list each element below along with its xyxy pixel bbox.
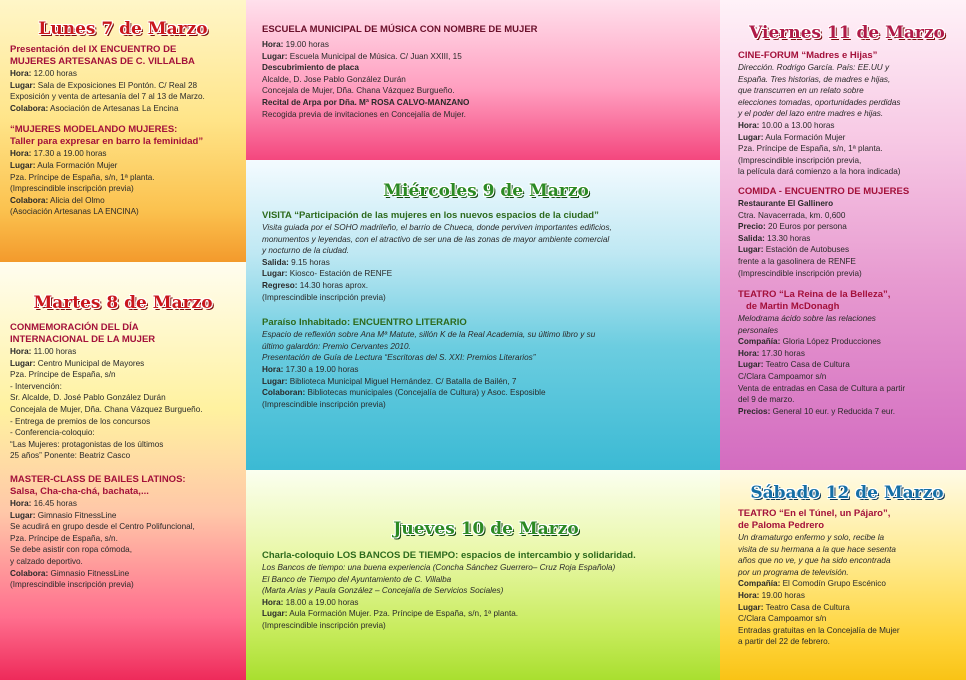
event-description <box>262 329 710 364</box>
detail-value: “Las Mujeres: protagonistas de los últimos <box>10 439 164 449</box>
detail-line <box>10 510 236 522</box>
event-title: MUJERES ARTESANAS DE C. VILLALBA <box>10 56 195 67</box>
detail-label: Lugar: <box>10 510 36 520</box>
description-line: (Marta Arias y Paula González – Concejalía de Servicios Sociales) <box>262 586 504 596</box>
detail-line <box>10 358 236 370</box>
event-title: CONMEMORACIÓN DEL DÍA <box>10 322 139 333</box>
detail-line <box>10 416 236 428</box>
detail-line <box>738 578 956 590</box>
detail-value: Ctra. Navacerrada, km. 0,600 <box>738 210 846 220</box>
event-title: “MUJERES MODELANDO MUJERES: <box>10 124 178 136</box>
detail-value: - Conferencia-coloquio: <box>10 428 95 438</box>
detail-line <box>738 602 956 614</box>
panel-sabado <box>720 470 966 680</box>
detail-line <box>738 221 956 233</box>
detail-value: (Imprescindible inscripción previa) <box>10 580 134 590</box>
event-title: de Martin McDonagh <box>746 301 840 313</box>
detail-value: Concejala de Mujer, Dña. Chana Vázquez Burgueño. <box>262 86 455 96</box>
detail-value: la película dará comienzo a la hora indicada) <box>738 167 901 177</box>
detail-line <box>262 292 710 304</box>
detail-line <box>738 394 956 406</box>
detail-line <box>262 280 710 292</box>
detail-label: Hora: <box>738 120 760 130</box>
detail-line <box>10 369 236 381</box>
detail-value: (Imprescindible inscripción previa) <box>738 268 862 278</box>
detail-line <box>262 387 710 399</box>
detail-value: - Intervención: <box>10 381 62 391</box>
event-details <box>262 597 710 632</box>
detail-label: Colabora: <box>10 195 49 205</box>
detail-label: Lugar: <box>738 602 764 612</box>
detail-line <box>10 521 236 533</box>
detail-line <box>738 143 956 155</box>
event-title: Presentación del IX ENCUENTRO DE <box>10 44 177 55</box>
detail-line <box>10 533 236 545</box>
detail-value: 9.15 horas <box>288 257 330 267</box>
detail-value: (Imprescindible inscripción previa) <box>10 184 134 194</box>
detail-value: (Imprescindible inscripción previa) <box>262 620 386 630</box>
detail-line <box>738 625 956 637</box>
event-description <box>738 532 956 578</box>
detail-line <box>262 597 710 609</box>
description-line: último galardón: Premio Cervantes 2010. <box>262 341 411 351</box>
description-line: Melodrama ácido sobre las relaciones <box>738 314 876 324</box>
detail-value: Bibliotecas municipales (Concejalía de Cultura) y Asoc. Esposible <box>305 388 546 398</box>
detail-value: Venta de entradas en Casa de Cultura a partir <box>738 383 906 393</box>
detail-line <box>10 346 236 358</box>
description-line: por un programa de televisión. <box>738 567 849 577</box>
event-details <box>10 68 236 114</box>
detail-label: Hora: <box>738 348 760 358</box>
detail-value: 19.00 horas <box>759 590 805 600</box>
event-details <box>262 364 710 410</box>
description-line: elecciones tomadas, oportunidades perdidas <box>738 97 901 107</box>
description-line: España. Tres historias, de madres e hijas, <box>738 74 891 84</box>
description-line: Los Bancos de tiempo: una buena experiencia (Concha Sánchez Guerrero– Cruz Roja Española) <box>262 563 616 572</box>
description-line: El Banco de Tiempo del Ayuntamiento de C. Villalba <box>262 574 452 584</box>
detail-value: El Comodín Grupo Escénico <box>780 579 886 589</box>
detail-value: a partir del 22 de febrero. <box>738 637 830 647</box>
detail-label: Compañía: <box>738 337 781 347</box>
detail-label: Hora: <box>262 597 284 607</box>
detail-value: Alicia del Olmo <box>48 195 105 205</box>
event-title: Paraíso Inhabitado: ENCUENTRO LITERARIO <box>262 317 467 329</box>
detail-line <box>738 336 956 348</box>
detail-value: Escuela Municipal de Música. C/ Juan XXIII, 15 <box>287 51 462 61</box>
event-details <box>10 346 236 462</box>
day-heading-miercoles: Miércoles 9 de Marzo <box>383 181 589 201</box>
detail-line <box>262 62 710 74</box>
detail-value: Sala de Exposiciones El Pontón. C/ Real 28 <box>35 80 198 90</box>
detail-line <box>10 498 236 510</box>
event-details <box>738 120 956 178</box>
detail-label: Lugar: <box>262 376 288 386</box>
detail-value: 14.30 horas aprox. <box>297 280 369 290</box>
detail-label: Hora: <box>738 590 760 600</box>
detail-label: Lugar: <box>262 51 288 61</box>
event-details <box>738 336 956 417</box>
detail-line <box>262 85 710 97</box>
detail-value: Estación de Autobuses <box>763 245 850 255</box>
detail-value: 20 Euros por persona <box>765 222 847 232</box>
detail-value: Recogida previa de invitaciones en Concejalía de Mujer. <box>262 109 466 119</box>
detail-value: 17.30 a 19.00 horas <box>31 149 107 159</box>
day-heading-lunes: Lunes 7 de Marzo <box>38 19 208 39</box>
detail-line <box>262 364 710 376</box>
detail-label: Salida: <box>738 233 765 243</box>
detail-line <box>738 359 956 371</box>
detail-label: Descubrimiento de placa <box>262 63 359 73</box>
description-line: y el poder del lazo entre madres e hijas. <box>738 109 884 119</box>
detail-line <box>10 556 236 568</box>
detail-value: Aula Formación Mujer <box>763 132 846 142</box>
detail-line <box>10 450 236 462</box>
detail-label: Salida: <box>262 257 289 267</box>
detail-value: Pza. Príncipe de España, s/n <box>10 370 116 380</box>
event-title: de Paloma Pedrero <box>738 520 825 531</box>
detail-value: y calzado deportivo. <box>10 556 83 566</box>
detail-value: Concejala de Mujer, Dña. Chana Vázquez Burgueño. <box>10 404 203 414</box>
event-title: MASTER-CLASS DE BAILES LATINOS: <box>10 473 186 485</box>
detail-value: General 10 eur. y Reducida 7 eur. <box>770 406 896 416</box>
detail-line <box>738 166 956 178</box>
description-line: Dirección. Rodrigo García. País: EE.UU y <box>738 63 890 72</box>
detail-value: 11.00 horas <box>31 347 77 356</box>
detail-label: Lugar: <box>10 160 36 170</box>
detail-value: 16.45 horas <box>31 498 77 508</box>
description-line: monumentos y leyendas, con el atractivo de ser una de las zonas de mayor ambiente comercial <box>262 234 610 244</box>
detail-label: Precio: <box>738 222 766 232</box>
detail-line <box>738 132 956 144</box>
detail-value: Gimnasio FitnessLine <box>35 510 117 520</box>
detail-line <box>738 371 956 383</box>
event-details <box>262 257 710 303</box>
detail-line <box>262 97 710 109</box>
detail-value: frente a la gasolinera de RENFE <box>738 256 856 266</box>
detail-line <box>262 399 710 411</box>
detail-label: Colabora: <box>10 568 49 578</box>
detail-line <box>738 244 956 256</box>
detail-line <box>10 172 236 184</box>
event-title: ESCUELA MUNICIPAL DE MÚSICA CON NOMBRE DE MUJER <box>262 24 538 35</box>
description-line: personales <box>738 325 779 335</box>
detail-label: Precios: <box>738 406 771 416</box>
detail-label: Hora: <box>10 347 32 356</box>
detail-value: Pza. Príncipe de España, s/n, 1ª planta. <box>738 144 883 154</box>
day-heading-jueves: Jueves 10 de Marzo <box>393 519 579 539</box>
day-heading-sabado: Sábado 12 de Marzo <box>750 483 944 503</box>
event-title: Charla-coloquio LOS BANCOS DE TIEMPO: espacios de intercambio y solidaridad. <box>262 550 636 561</box>
detail-value: Teatro Casa de Cultura <box>763 602 850 612</box>
detail-label: Hora: <box>10 69 32 78</box>
detail-label: Lugar: <box>738 132 764 142</box>
event-details <box>10 498 236 591</box>
description-line: Un dramaturgo enfermo y solo, recibe la <box>738 533 885 542</box>
event-title: INTERNACIONAL DE LA MUJER <box>10 334 156 345</box>
detail-line <box>738 256 956 268</box>
detail-value: Aula Formación Mujer. Pza. Príncipe de España, s/n, 1ª planta. <box>287 609 519 619</box>
detail-value: Gloria López Producciones <box>780 337 881 347</box>
description-line: y nocturno de la ciudad. <box>262 246 349 256</box>
detail-line <box>738 636 956 648</box>
event-description <box>738 313 956 336</box>
detail-line <box>10 206 236 218</box>
panel-martes <box>0 262 246 680</box>
event-title: Taller para expresar en barro la feminidad” <box>10 136 204 148</box>
detail-line <box>738 198 956 210</box>
detail-line <box>10 80 236 92</box>
detail-line <box>10 91 236 103</box>
detail-label: Compañía: <box>738 579 781 589</box>
detail-label: Restaurante El Gallinero <box>738 198 834 208</box>
detail-value: Pza. Príncipe de España, s/n, 1ª planta. <box>10 172 155 182</box>
detail-value: Se acudirá en grupo desde el Centro Polifuncional, <box>10 522 195 532</box>
detail-line <box>10 103 236 115</box>
detail-label: Hora: <box>262 40 284 49</box>
detail-line <box>262 109 710 121</box>
detail-label: Colaboran: <box>262 388 306 398</box>
detail-value: C/Clara Campoamor s/n <box>738 614 827 624</box>
detail-value: 19.00 horas <box>283 40 329 49</box>
detail-label: Hora: <box>262 364 284 374</box>
panel-lunes <box>0 0 246 262</box>
detail-line <box>10 148 236 160</box>
event-description <box>262 562 710 597</box>
detail-label: Hora: <box>10 498 32 508</box>
detail-label: Lugar: <box>10 358 36 368</box>
detail-value: (Asociación Artesanas LA ENCINA) <box>10 207 139 217</box>
detail-value: 18.00 a 19.00 horas <box>283 597 359 607</box>
detail-value: - Entrega de premios de los concursos <box>10 416 151 426</box>
description-line: Presentación de Guía de Lectura “Escritoras del S. XXI: Premios Literarios” <box>262 353 536 363</box>
detail-line <box>10 439 236 451</box>
event-title: VISITA “Participación de las mujeres en los nuevos espacios de la ciudad” <box>262 210 599 221</box>
detail-value: 17.30 a 19.00 horas <box>283 364 359 374</box>
description-line: años que no ve, y que ha sido encontrada <box>738 556 891 566</box>
detail-line <box>738 120 956 132</box>
detail-line <box>10 568 236 580</box>
detail-line <box>738 406 956 418</box>
description-line: Visita guiada por el SOHO madrileño, el barrio de Chueca, donde perviven importantes edificios, <box>262 223 612 232</box>
panel-viernes <box>720 0 966 470</box>
detail-label: Lugar: <box>262 269 288 279</box>
detail-line <box>738 383 956 395</box>
detail-value: Biblioteca Municipal Miguel Hernández. C/ Batalla de Bailén, 7 <box>287 376 517 386</box>
detail-value: (Imprescindible inscripción previa, <box>738 155 862 165</box>
event-title: COMIDA - ENCUENTRO DE MUJERES <box>738 185 910 197</box>
detail-label: Recital de Arpa por Dña. Mª ROSA CALVO-MANZANO <box>262 97 470 107</box>
detail-line <box>10 427 236 439</box>
event-details <box>262 39 710 120</box>
detail-line <box>10 381 236 393</box>
event-details <box>738 578 956 648</box>
detail-value: C/Clara Campoamor s/n <box>738 372 827 382</box>
detail-value: Centro Municipal de Mayores <box>35 358 145 368</box>
detail-value: (Imprescindible inscripción previa) <box>262 292 386 302</box>
detail-line <box>262 608 710 620</box>
detail-line <box>10 183 236 195</box>
event-title: TEATRO “La Reina de la Belleza”, <box>738 289 891 301</box>
event-title: TEATRO “En el Túnel, un Pájaro”, <box>738 508 891 519</box>
detail-line <box>262 376 710 388</box>
detail-value: Alcalde, D. Jose Pablo González Durán <box>262 74 406 84</box>
detail-value: del 9 de marzo. <box>738 395 795 405</box>
event-title: CINE-FORUM “Madres e Hijas” <box>738 50 878 61</box>
detail-value: 25 años” Ponente: Beatriz Casco <box>10 451 131 461</box>
detail-label: Lugar: <box>738 360 764 370</box>
detail-value: Asociación de Artesanas La Encina <box>48 103 179 113</box>
description-line: Espacio de reflexión sobre Ana Mª Matute, sillón K de la Real Academia, su último libro y su <box>262 330 596 340</box>
detail-value: Exposición y venta de artesanía del 7 al 13 de Marzo. <box>10 92 205 102</box>
detail-label: Colabora: <box>10 103 49 113</box>
event-details <box>738 198 956 279</box>
event-description <box>738 62 956 120</box>
detail-line <box>10 544 236 556</box>
detail-line <box>262 51 710 63</box>
detail-line <box>10 579 236 591</box>
detail-label: Hora: <box>10 149 32 159</box>
event-details <box>10 148 236 218</box>
detail-label: Lugar: <box>738 245 764 255</box>
detail-line <box>738 210 956 222</box>
detail-line <box>262 39 710 51</box>
detail-line <box>738 613 956 625</box>
detail-value: Pza. Príncipe de España, s/n. <box>10 533 118 543</box>
description-line: visita de su hermana a la que hace sesenta <box>738 544 896 554</box>
detail-value: Aula Formación Mujer <box>35 160 118 170</box>
panel-miercoles <box>246 160 720 470</box>
detail-line <box>262 257 710 269</box>
detail-line <box>738 155 956 167</box>
detail-value: 12.00 horas <box>31 69 77 78</box>
detail-value: Kiosco- Estación de RENFE <box>287 269 393 279</box>
detail-value: Sr. Alcalde, D. José Pablo González Durán <box>10 393 166 403</box>
detail-line <box>738 590 956 602</box>
detail-value: (Imprescindible inscripción previa) <box>262 399 386 409</box>
detail-label: Lugar: <box>10 80 36 90</box>
detail-line <box>10 68 236 80</box>
detail-line <box>262 620 710 632</box>
panel-escuela <box>246 0 720 160</box>
detail-line <box>10 195 236 207</box>
event-title: Salsa, Cha-cha-chá, bachata,... <box>10 485 149 497</box>
detail-value: Se debe asistir con ropa cómoda, <box>10 545 132 555</box>
detail-line <box>738 348 956 360</box>
day-heading-martes: Martes 8 de Marzo <box>33 293 213 313</box>
detail-line <box>10 160 236 172</box>
detail-label: Lugar: <box>262 609 288 619</box>
detail-value: Gimnasio FitnessLine <box>48 568 130 578</box>
detail-line <box>738 233 956 245</box>
detail-value: Entradas gratuitas en la Concejalía de Mujer <box>738 625 900 635</box>
detail-line <box>262 268 710 280</box>
detail-value: 13.30 horas <box>764 233 811 243</box>
detail-line <box>10 392 236 404</box>
detail-line <box>262 74 710 86</box>
detail-value: 17.30 horas <box>759 348 805 358</box>
detail-line <box>738 268 956 280</box>
detail-label: Regreso: <box>262 280 298 290</box>
panel-jueves <box>246 470 720 680</box>
day-heading-viernes: Viernes 11 de Marzo <box>749 23 945 43</box>
detail-line <box>10 404 236 416</box>
event-description <box>262 222 710 257</box>
detail-value: 10.00 a 13.00 horas <box>759 120 835 130</box>
description-line: que transcurren en un relato sobre <box>738 86 864 96</box>
detail-value: Teatro Casa de Cultura <box>763 360 850 370</box>
